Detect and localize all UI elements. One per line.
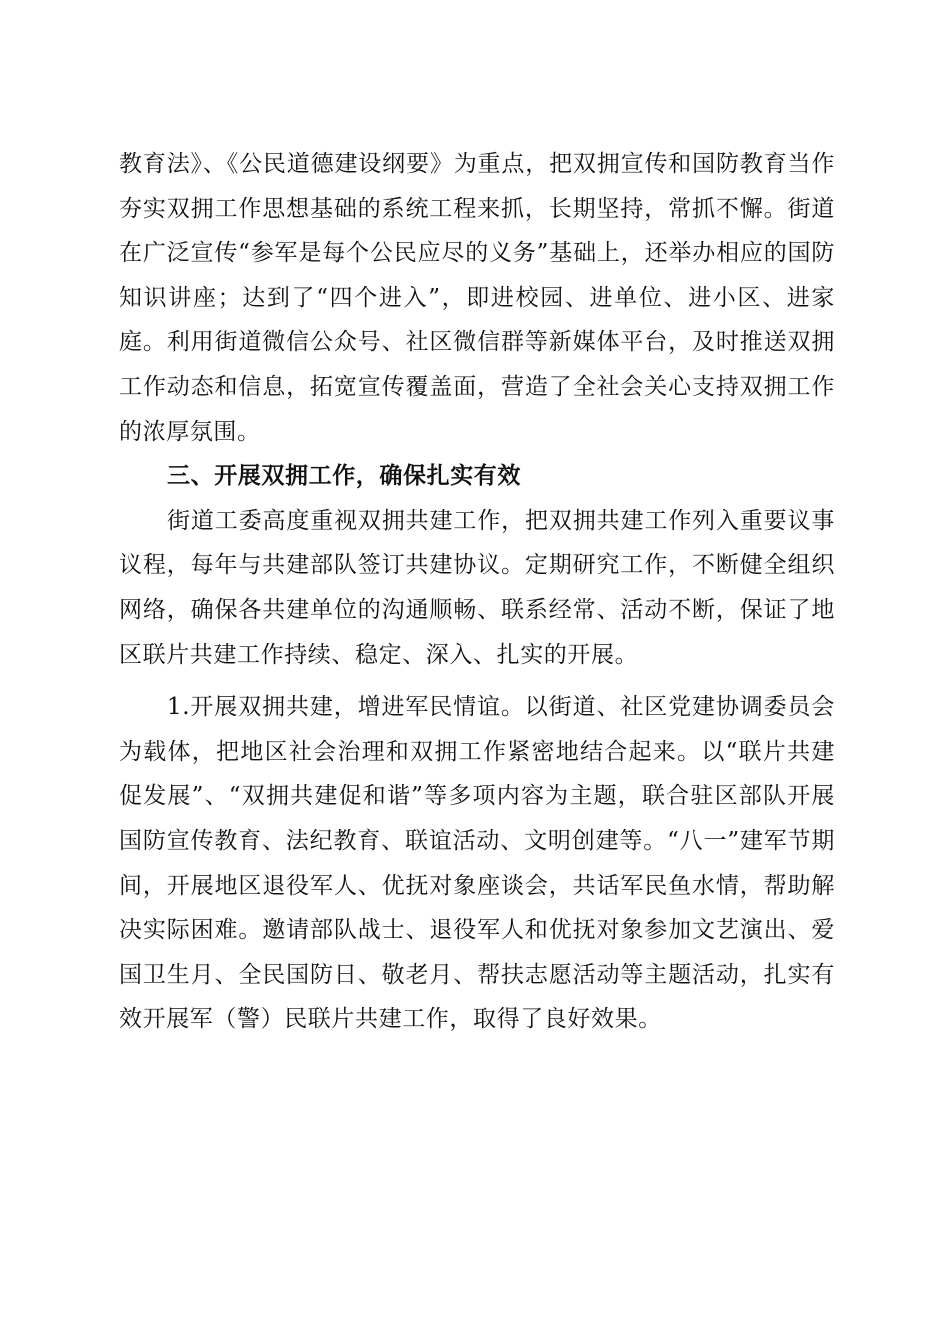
paragraph-spacer — [119, 677, 835, 685]
paragraph-joint-construction: 1.开展双拥共建，增进军民情谊。以街道、社区党建协调委员会为载体，把地区社会治理和双拥工作紧密地结合起来。以“联片共建促发展”、“双拥共建促和谐”等多项内容为主题，联合驻区部队开展国防宣传教育、法纪教育、联谊活动、文明创建等。“八一”建军节期间，开展地区退役军人、优抚对象座谈会，共话军民鱼水情，帮助解决实际困难。邀请部队战士、退役军人和优抚对象参加文艺演出、爱国卫生月、全民国防日、敬老月、帮扶志愿活动等主题活动，扎实有效开展军（警）民联片共建工作，取得了良好效果。 — [119, 694, 835, 1033]
document-body — [119, 142, 835, 1042]
paragraph-work-plan: 街道工委高度重视双拥共建工作，把双拥共建工作列入重要议事议程，每年与共建部队签订共建协议。定期研究工作，不断健全组织网络，确保各共建单位的沟通顺畅、联系经常、活动不断，保证了地区联片共建工作持续、稳定、深入、扎实的开展。 — [119, 507, 835, 668]
paragraph-propaganda: 教育法》、《公民道德建设纲要》为重点，把双拥宣传和国防教育当作夯实双拥工作思想基础的系统工程来抓，长期坚持，常抓不懈。街道在广泛宣传“参军是每个公民应尽的义务”基础上，还举办相应的国防知识讲座；达到了“四个进入”，即进校园、进单位、进小区、进家庭。利用街道微信公众号、社区微信群等新媒体平台，及时推送双拥工作动态和信息，拓宽宣传覆盖面，营造了全社会关心支持双拥工作的浓厚氛围。 — [119, 151, 835, 445]
section-heading-three: 三、开展双拥工作，确保扎实有效 — [167, 463, 521, 490]
